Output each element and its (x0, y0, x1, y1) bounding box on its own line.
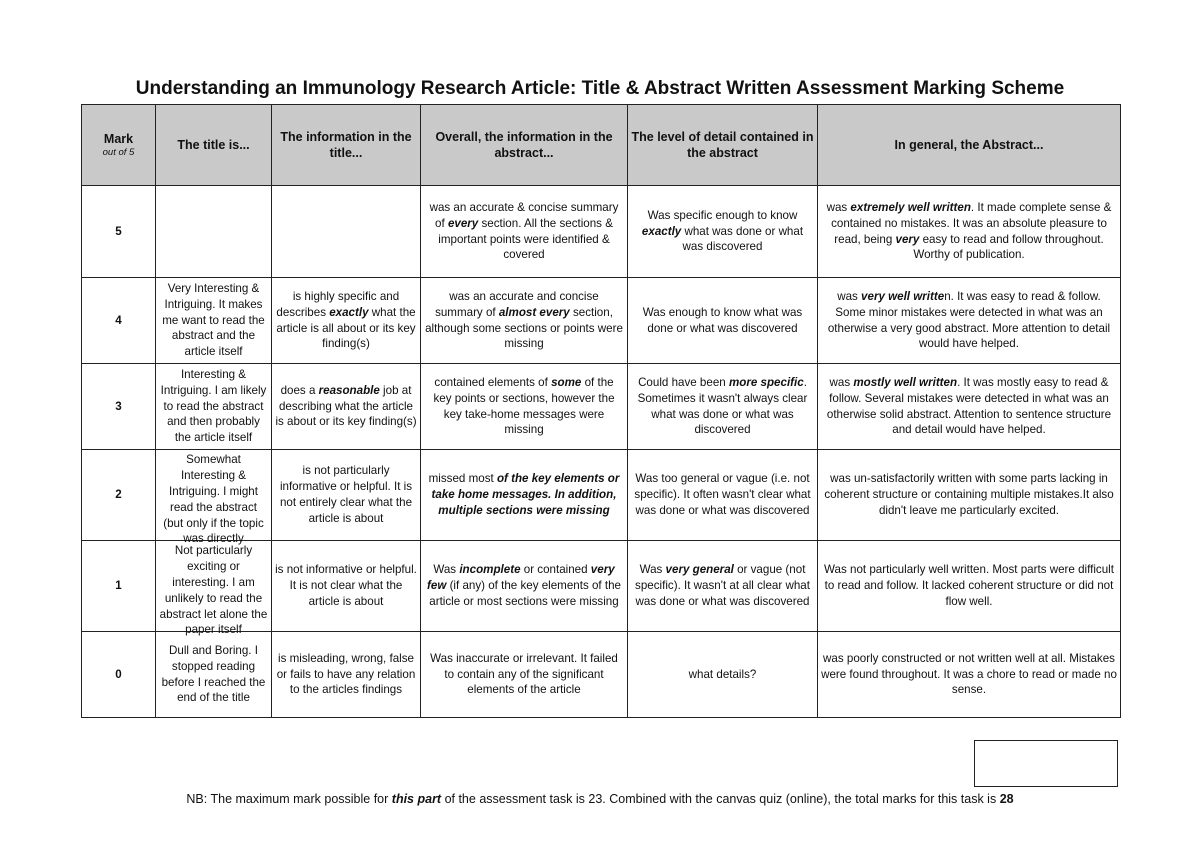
header-mark (82, 105, 156, 186)
score-box[interactable] (974, 740, 1118, 787)
cell-detail-text: Was enough to know what was done or what was discovered (642, 305, 803, 335)
footnote-emphasis: this part (391, 792, 442, 806)
cell-general-text (821, 375, 1117, 439)
cell-info-title-text (275, 383, 417, 431)
cell-overall (421, 632, 628, 718)
text-segment: section. All the sections & important points were identified & covered (438, 216, 613, 262)
header-title-is: The title is... (156, 105, 272, 186)
text-segment: does a (280, 383, 319, 397)
text-segment: Was specific enough to know (647, 208, 798, 222)
text-segment: . It was mostly easy to read & follow. Several mistakes were detected in what was an otherwise solid abstract. Attention to sentence structure and detail would have helped. (826, 375, 1112, 437)
cell-title-is (156, 364, 272, 450)
text-segment: was an accurate & concise summary of (429, 200, 619, 230)
text-segment: n. It was easy to read & follow. Some minor mistakes were detected in what was an otherwise a very good abstract. More attention to detail would have helped. (827, 289, 1111, 351)
header-mark-label: Mark (103, 131, 134, 146)
emphasis-text: reasonable (318, 383, 380, 397)
cell-general (818, 632, 1121, 718)
text-segment: job at describing what the article is about or its key finding(s) (275, 383, 417, 429)
footnote-total: 28 (999, 792, 1014, 806)
cell-title-is (156, 541, 272, 637)
cell-general (818, 541, 1121, 632)
marking-scheme-table (81, 104, 1121, 718)
footnote (0, 792, 1200, 806)
text-segment: (if any) of the key elements of the article or most sections were missing (429, 579, 621, 608)
cell-general (818, 450, 1121, 541)
cell-overall-text: Was inaccurate or irrelevant. It failed to contain any of the significant elements of the article (430, 651, 618, 697)
text-segment: section, although some sections or points were missing (425, 305, 623, 351)
text-segment: contained elements of (434, 375, 552, 389)
cell-title-is (156, 278, 272, 364)
cell-info-title (272, 450, 421, 541)
cell-info-title-text: is not informative or helpful. It is not clear what the article is about (275, 563, 417, 608)
table-row (82, 364, 1121, 450)
emphasis-text: very (895, 232, 920, 246)
cell-title-is-text: Somewhat Interesting & Intriguing. I might read the abstract (but only if the topic was directly (163, 453, 264, 546)
cell-overall-text (424, 289, 624, 353)
text-segment: was (826, 200, 851, 214)
cell-mark: 1 (82, 541, 156, 632)
cell-detail (628, 278, 818, 364)
cell-mark: 2 (82, 450, 156, 541)
header-general: In general, the Abstract... (818, 105, 1121, 186)
header-row (82, 105, 1121, 186)
text-segment: was (837, 289, 862, 303)
cell-general-text: was poorly constructed or not written well at all. Mistakes were found throughout. It was a chore to read or made no sense. (821, 651, 1117, 697)
emphasis-text: some (551, 375, 582, 389)
table-row (82, 186, 1121, 278)
text-segment: of the key points or sections, however the key take-home messages were missing (433, 375, 615, 437)
cell-overall-text (424, 562, 624, 610)
table-row (82, 450, 1121, 541)
emphasis-text: mostly well written (853, 375, 958, 389)
table-row (82, 632, 1121, 718)
cell-detail (628, 632, 818, 718)
cell-info-title (272, 632, 421, 718)
cell-detail-text (631, 208, 814, 256)
emphasis-text: more specific (728, 375, 804, 389)
cell-title-is-text: Interesting & Intriguing. I am likely to read the abstract and then probably the article itself (160, 367, 267, 445)
emphasis-text: exactly (641, 224, 682, 238)
text-segment: was (829, 375, 854, 389)
cell-detail (628, 364, 818, 450)
cell-mark: 3 (82, 364, 156, 450)
cell-general-text: Was not particularly well written. Most parts were difficult to read and follow. It lacked coherent structure or did not flow well. (824, 563, 1114, 608)
cell-title-is (156, 632, 272, 718)
footnote-text-1: NB: The maximum mark possible for (186, 792, 392, 806)
header-level-detail: The level of detail contained in the abstract (628, 105, 818, 186)
emphasis-text: exactly (329, 305, 369, 319)
emphasis-text: very few (427, 563, 615, 593)
cell-general (818, 364, 1121, 450)
cell-title-is (156, 450, 272, 546)
page-title: Understanding an Immunology Research Article: Title & Abstract Written Assessment Marking Scheme (135, 78, 1065, 99)
cell-overall (421, 364, 628, 450)
cell-title-is-text: Very Interesting & Intriguing. It makes me want to read the abstract and the article itself (162, 281, 265, 359)
header-overall-info: Overall, the information in the abstract... (421, 105, 628, 186)
cell-info-title-text: is misleading, wrong, false or fails to have any relation to the articles findings (276, 651, 416, 697)
text-segment: easy to read and follow throughout. Worthy of publication. (913, 232, 1104, 262)
cell-general-text (821, 200, 1117, 264)
cell-detail-text: what details? (688, 667, 757, 681)
cell-detail-text (631, 375, 814, 439)
cell-overall-text (424, 200, 624, 264)
header-info-title: The information in the title... (272, 105, 421, 186)
cell-title-is (156, 186, 272, 278)
emphasis-text: extremely well written (850, 200, 971, 214)
cell-overall (421, 186, 628, 278)
text-segment: . It made complete sense & contained no mistakes. It was an absolute pleasure to read, being (831, 200, 1112, 246)
cell-general (818, 278, 1121, 364)
emphasis-text: almost every (498, 305, 570, 319)
cell-general-text (821, 289, 1117, 353)
cell-mark: 4 (82, 278, 156, 364)
cell-overall (421, 541, 628, 632)
cell-detail (628, 450, 818, 541)
text-segment: or vague (not specific). It wasn't at all clear what was done or what was discovered (635, 563, 810, 608)
emphasis-text: every (447, 216, 479, 230)
text-segment: . Sometimes it wasn't always clear what was done or what was discovered (637, 375, 808, 437)
text-segment: what was done or what was discovered (681, 224, 804, 254)
text-segment: Was (433, 563, 460, 577)
cell-info-title (272, 186, 421, 278)
cell-overall (421, 450, 628, 541)
cell-overall-text (424, 375, 624, 439)
cell-title-is-text: Not particularly exciting or interesting. I am unlikely to read the abstract let alone the paper itself (159, 544, 268, 637)
cell-overall-text (424, 471, 624, 519)
footnote-text-2: of the assessment task is 23. Combined with the canvas quiz (online), the total marks for this task is (441, 792, 1000, 806)
cell-info-title-text (275, 289, 417, 353)
cell-overall (421, 278, 628, 364)
emphasis-text: very well writte (861, 289, 945, 303)
cell-mark: 5 (82, 186, 156, 278)
cell-detail (628, 541, 818, 632)
cell-mark: 0 (82, 632, 156, 718)
header-mark-sub: out of 5 (102, 146, 135, 158)
cell-detail-text: Was too general or vague (i.e. not specific). It often wasn't clear what was done or what was discovered (634, 472, 811, 517)
cell-title-is-text: Dull and Boring. I stopped reading before I reached the end of the title (161, 643, 266, 705)
cell-info-title (272, 541, 421, 632)
emphasis-text: incomplete (459, 563, 521, 577)
text-segment: what the article is all about or its key finding(s) (276, 305, 416, 351)
text-segment: missed most (428, 472, 494, 486)
cell-detail (628, 186, 818, 278)
text-segment: Could have been (638, 375, 729, 389)
text-segment: or contained (520, 563, 591, 577)
text-segment: was an accurate and concise summary of (435, 289, 599, 319)
cell-info-title (272, 364, 421, 450)
cell-info-title (272, 278, 421, 364)
cell-info-title-text: is not particularly informative or helpful. It is not entirely clear what the article is about (279, 464, 413, 525)
cell-general (818, 186, 1121, 278)
cell-general-text: was un-satisfactorily written with some parts lacking in coherent structure or containing multiple mistakes.It also didn't leave me particularly excited. (824, 472, 1114, 517)
emphasis-text: of the key elements or take home messages. In addition, multiple sections were missing (431, 472, 620, 517)
text-segment: Was (639, 563, 666, 577)
table-row (82, 541, 1121, 632)
text-segment: is highly specific and describes (276, 289, 400, 319)
table-row (82, 278, 1121, 364)
emphasis-text: very general (665, 563, 734, 577)
cell-detail-text (631, 562, 814, 610)
